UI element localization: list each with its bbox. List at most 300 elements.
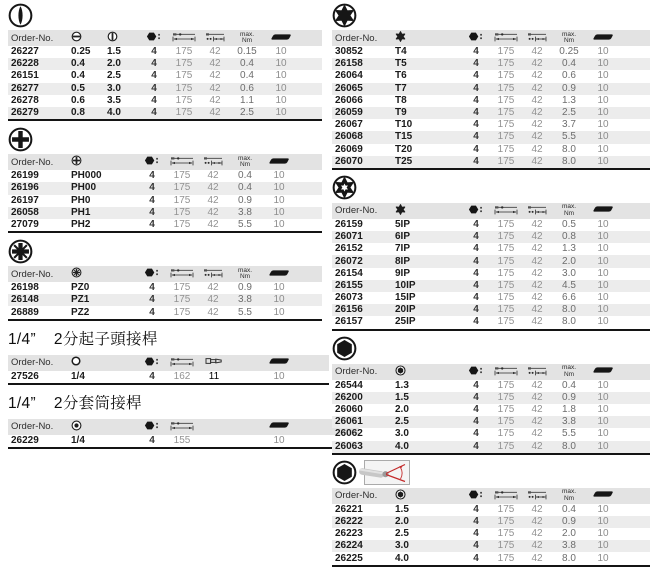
cell-hex: 4 (473, 131, 479, 143)
cell-hex: 4 (473, 279, 479, 291)
cell-len: 175 (173, 206, 191, 218)
cell-tip: 42 (209, 94, 221, 106)
table-row (332, 304, 650, 316)
table-row (8, 294, 322, 306)
cell-nm: 0.6 (562, 70, 576, 82)
cell-size: PZ1 (71, 294, 90, 306)
bit-holder-table (8, 355, 329, 385)
column-header-slot-width-icon (69, 30, 105, 46)
cell-pkg: 10 (597, 292, 609, 304)
header-row (332, 364, 650, 380)
cell-pkg: 10 (273, 306, 285, 318)
cell-pkg: 10 (273, 434, 285, 446)
cell-nm: 0.5 (562, 218, 576, 230)
column-header-hex-shank-icon (463, 30, 489, 46)
length-total-icon (494, 489, 518, 500)
row-spacer (619, 441, 650, 454)
ring-icon (71, 356, 81, 366)
cell-len: 175 (497, 515, 515, 527)
cell-len: 175 (497, 428, 515, 440)
cell-order: 26196 (11, 182, 39, 194)
column-header-length-tip-icon (523, 203, 551, 219)
cell-pkg: 10 (275, 94, 287, 106)
cell-pkg: 10 (597, 379, 609, 391)
cell-hex: 4 (473, 107, 479, 119)
cell-tip: 42 (531, 82, 543, 94)
cell-hex: 4 (149, 182, 155, 194)
row-spacer (295, 207, 322, 219)
table-row (8, 95, 322, 107)
cell-tip: 42 (207, 306, 219, 318)
table-row (332, 58, 650, 70)
cell-len: 175 (175, 46, 193, 58)
cell-order: 26066 (335, 94, 363, 106)
cell-order: 26059 (335, 107, 363, 119)
cell-tip: 42 (207, 218, 219, 230)
length-total-icon (170, 267, 194, 278)
cell-tip: 42 (531, 255, 543, 267)
cell-tip: 42 (531, 218, 543, 230)
row-spacer (619, 119, 650, 131)
cell-nm: 0.4 (562, 379, 576, 391)
row-spacer (295, 219, 322, 232)
cell-size: 3.0 (395, 540, 409, 552)
row-spacer (619, 144, 650, 156)
bit-holder-title (8, 327, 322, 349)
cell-hex: 4 (473, 528, 479, 540)
cell-order: 26277 (11, 82, 39, 94)
cell-nm: 3.8 (238, 294, 252, 306)
cell-tip: 42 (531, 58, 543, 70)
hex-bits-icon-row (332, 336, 650, 362)
cell-nm: 8.0 (562, 316, 576, 328)
column-header-length-total-icon (165, 154, 199, 170)
cell-hex: 4 (473, 267, 479, 279)
header-spacer (619, 488, 650, 504)
cell-size: 1/4 (71, 370, 85, 382)
column-header-order-no-: Order-No. (332, 364, 393, 380)
cell-pkg: 10 (275, 107, 287, 119)
cell-size: 15IP (395, 292, 416, 304)
cell-order: 26229 (11, 434, 39, 446)
ball-hex-bits-icon-row (332, 460, 650, 486)
length-total-icon (494, 204, 518, 215)
hex-shank-icon (468, 365, 484, 376)
cell-nm: 2.5 (562, 107, 576, 119)
column-header-order-no-: Order-No. (8, 30, 69, 46)
cell-tip: 42 (531, 540, 543, 552)
cell-hex: 4 (149, 294, 155, 306)
cell-size: T7 (395, 82, 407, 94)
cell-order: 26154 (335, 267, 363, 279)
column-header-torx-icon (393, 30, 463, 46)
cell-pkg: 10 (597, 540, 609, 552)
cell-size: PH000 (71, 170, 102, 182)
cell-size: 3.0 (395, 428, 409, 440)
cell-nm: 3.0 (562, 267, 576, 279)
cell-size: T4 (395, 46, 407, 58)
table-row (8, 182, 322, 194)
table-row (332, 107, 650, 119)
row-spacer (297, 70, 322, 82)
row-spacer (295, 170, 322, 182)
cell-hex: 4 (473, 218, 479, 230)
cell-nm: 0.4 (240, 58, 254, 70)
cell-nm: 8.0 (562, 552, 576, 564)
cell-pkg: 10 (273, 206, 285, 218)
table-row (332, 243, 650, 255)
row-spacer (619, 46, 650, 58)
cell-size: 2.5 (395, 416, 409, 428)
cell-tip: 42 (531, 279, 543, 291)
cell-size: 0.5 (71, 82, 85, 94)
row-spacer (619, 292, 650, 304)
cell-tip: 42 (531, 379, 543, 391)
cell-tip: 42 (531, 131, 543, 143)
table-row (332, 528, 650, 540)
column-header-ring-icon (69, 355, 139, 371)
cell-len: 175 (497, 503, 515, 515)
length-tip-icon (203, 155, 223, 166)
cell-tip: 42 (531, 155, 543, 167)
row-spacer (295, 182, 322, 194)
cell-pkg: 10 (597, 58, 609, 70)
phillips-bits-icon-row (8, 126, 322, 152)
cell-nm: 3.8 (238, 206, 252, 218)
package-icon (590, 490, 616, 498)
cell-order: 26061 (335, 416, 363, 428)
cell-size2: 2.0 (107, 58, 121, 70)
row-spacer (619, 504, 650, 516)
hex-shank-icon (468, 489, 484, 500)
cell-tip: 42 (531, 428, 543, 440)
column-header-package-icon (587, 30, 619, 46)
cell-order: 26063 (335, 440, 363, 452)
table-row (332, 380, 650, 392)
column-header-hex-shank-icon (139, 355, 165, 371)
cell-pkg: 10 (597, 428, 609, 440)
ball-hex-photo-icon (364, 460, 410, 485)
cell-hex: 4 (151, 94, 157, 106)
cell-nm: 0.9 (562, 391, 576, 403)
cell-size: 0.6 (71, 94, 85, 106)
torx-ip-bits-section (332, 175, 650, 331)
cell-order: 27079 (11, 218, 39, 230)
hex-shank-icon (144, 155, 160, 166)
row-spacer (297, 107, 322, 120)
cell-pkg: 10 (273, 370, 285, 382)
cell-hex: 4 (473, 552, 479, 564)
column-header-max-nm (227, 154, 263, 170)
pozidriv-bit-icon (8, 239, 33, 264)
cell-len: 175 (173, 282, 191, 294)
cell-hex: 4 (473, 94, 479, 106)
ball-hex-bits-table (332, 488, 650, 567)
cell-len: 175 (497, 416, 515, 428)
cell-len: 175 (497, 119, 515, 131)
cell-pkg: 10 (597, 46, 609, 58)
row-spacer (619, 528, 650, 540)
cell-order: 26544 (335, 379, 363, 391)
length-total-icon (170, 420, 194, 431)
cell-nm: 3.8 (562, 540, 576, 552)
cell-tip: 42 (209, 58, 221, 70)
cell-nm: 0.4 (240, 70, 254, 82)
cell-size2: 1.5 (107, 46, 121, 58)
cell-nm: 4.5 (562, 279, 576, 291)
cell-len: 175 (173, 194, 191, 206)
cell-pkg: 10 (275, 46, 287, 58)
table-row (332, 552, 650, 565)
cell-tip: 42 (531, 440, 543, 452)
cell-size2: 3.0 (107, 82, 121, 94)
cell-order: 26155 (335, 279, 363, 291)
header-row (8, 419, 359, 435)
torx-bits-table (332, 30, 650, 170)
cell-size: PZ0 (71, 282, 90, 294)
row-spacer (619, 156, 650, 169)
cell-nm: 8.0 (562, 155, 576, 167)
cell-pkg: 10 (597, 70, 609, 82)
hex-shank-icon (468, 204, 484, 215)
cell-hex: 4 (473, 416, 479, 428)
hex-shank-icon (144, 267, 160, 278)
length-tip-icon (203, 267, 223, 278)
column-header-hex-size-icon (393, 364, 463, 380)
table-row (332, 46, 650, 58)
cell-len: 175 (497, 107, 515, 119)
column-header-length-tip-icon (523, 488, 551, 504)
cell-size: 0.4 (71, 70, 85, 82)
cell-hex: 4 (473, 255, 479, 267)
length-tip-icon (527, 31, 547, 42)
cell-size: 5IP (395, 218, 411, 230)
cell-nm: 2.0 (562, 528, 576, 540)
cell-hex: 4 (151, 70, 157, 82)
ball-hex-bits-section (332, 460, 650, 567)
cell-hex: 4 (473, 304, 479, 316)
table-row (332, 504, 650, 516)
header-row (8, 30, 322, 46)
cell-hex: 4 (473, 155, 479, 167)
cell-nm: 6.6 (562, 292, 576, 304)
header-spacer (619, 364, 650, 380)
cell-pkg: 10 (275, 70, 287, 82)
torx-ip-bits-table (332, 203, 650, 331)
cell-pkg: 10 (273, 282, 285, 294)
cell-pkg: 10 (597, 255, 609, 267)
pozidriv-bits-icon-row (8, 238, 322, 264)
cell-tip: 42 (531, 143, 543, 155)
cell-order: 26159 (335, 218, 363, 230)
cell-tip: 42 (209, 70, 221, 82)
cell-hex: 4 (473, 58, 479, 70)
length-total-icon (494, 31, 518, 42)
row-spacer (619, 131, 650, 143)
column-header-order-no-: Order-No. (332, 30, 393, 46)
row-spacer (619, 231, 650, 243)
cell-len: 175 (175, 82, 193, 94)
row-spacer (297, 83, 322, 95)
table-row (8, 371, 329, 384)
socket-adapter-table (8, 419, 359, 449)
max-nm-label: max. Nm (561, 364, 577, 378)
cell-tip: 42 (531, 528, 543, 540)
table-row (332, 231, 650, 243)
column-header-bit-icon (199, 355, 229, 371)
column-header-package-icon (587, 364, 619, 380)
cell-len: 175 (497, 243, 515, 255)
max-nm-label: max. Nm (561, 488, 577, 502)
table-row (332, 255, 650, 267)
hex-bit-icon (332, 336, 357, 361)
torx-bits-section (332, 2, 650, 170)
column-header-max-nm (551, 488, 587, 504)
column-header-torx-icon (393, 203, 463, 219)
hex-bit-icon (332, 460, 357, 485)
cell-len: 175 (175, 107, 193, 119)
cell-size: 6IP (395, 231, 411, 243)
cell-tip: 42 (531, 552, 543, 564)
cell-len: 175 (497, 552, 515, 564)
cell-len: 175 (497, 279, 515, 291)
slot-blade-icon (107, 31, 118, 42)
cell-nm: 2.5 (240, 107, 254, 119)
package-icon (590, 33, 616, 41)
left-column (8, 2, 322, 454)
table-row (8, 219, 322, 232)
cell-tip: 42 (209, 107, 221, 119)
cell-pkg: 10 (597, 107, 609, 119)
cell-nm: 3.7 (562, 119, 576, 131)
cell-len: 175 (497, 46, 515, 58)
cell-hex: 4 (473, 503, 479, 515)
cell-nm: 0.4 (562, 58, 576, 70)
table-row (8, 107, 322, 120)
column-header-package-icon (265, 30, 297, 46)
cell-hex: 4 (151, 46, 157, 58)
row-spacer (619, 416, 650, 428)
cell-size: 0.8 (71, 107, 85, 119)
cell-tip: 42 (531, 503, 543, 515)
cell-pkg: 10 (597, 503, 609, 515)
row-spacer (619, 243, 650, 255)
header-spacer (297, 30, 322, 46)
cell-len: 175 (173, 294, 191, 306)
column-header-order-no-: Order-No. (332, 203, 393, 219)
cell-nm: 3.8 (562, 416, 576, 428)
cell-order: 26073 (335, 292, 363, 304)
cell-size: 10IP (395, 279, 416, 291)
cell-hex: 4 (151, 107, 157, 119)
table-row (8, 195, 322, 207)
cell-pkg: 10 (597, 304, 609, 316)
column-header-order-no-: Order-No. (8, 266, 69, 282)
length-tip-icon (527, 204, 547, 215)
cell-order: 26069 (335, 143, 363, 155)
header-row (332, 30, 650, 46)
cell-nm: 0.9 (238, 194, 252, 206)
header-spacer (295, 266, 322, 282)
cell-len: 175 (497, 70, 515, 82)
max-nm-label: max. Nm (561, 30, 577, 44)
cell-pkg: 10 (597, 94, 609, 106)
cell-len: 175 (497, 528, 515, 540)
column-header-length-total-icon (165, 266, 199, 282)
row-spacer (619, 316, 650, 329)
table-row (332, 292, 650, 304)
row-spacer (295, 282, 322, 294)
row-spacer (619, 540, 650, 552)
column-header-length-total-icon (165, 355, 199, 371)
cell-size: 20IP (395, 304, 416, 316)
package-icon (268, 33, 294, 41)
cell-order: 26148 (11, 294, 39, 306)
row-spacer (619, 404, 650, 416)
cell-nm: 1.3 (562, 243, 576, 255)
cell-len: 155 (173, 434, 191, 446)
cell-size: 0.4 (71, 58, 85, 70)
header-row (8, 355, 329, 371)
cell-nm: 0.9 (238, 282, 252, 294)
cell-len: 175 (497, 155, 515, 167)
slotted-bits-table (8, 30, 322, 121)
cell-order: 26222 (335, 515, 363, 527)
cell-nm: 1.1 (240, 94, 254, 106)
socket-icon (71, 420, 82, 431)
table-row (8, 46, 322, 58)
torx-ip-bit-icon (332, 175, 357, 200)
table-row (8, 282, 322, 294)
length-total-icon (172, 31, 196, 42)
max-nm-label: max. Nm (239, 30, 255, 44)
length-tip-icon (527, 365, 547, 376)
cell-len: 175 (175, 94, 193, 106)
cell-len: 175 (173, 170, 191, 182)
table-row (332, 95, 650, 107)
table-row (332, 219, 650, 231)
cell-size: T5 (395, 58, 407, 70)
title-text: 2分起子頭接桿 (53, 330, 158, 348)
cell-nm: 5.5 (238, 306, 252, 318)
cell-order: 26157 (335, 316, 363, 328)
cell-pkg: 10 (597, 316, 609, 328)
cell-tip: 42 (531, 316, 543, 328)
cell-nm: 8.0 (562, 143, 576, 155)
cell-tip: 42 (531, 267, 543, 279)
cell-len: 175 (173, 182, 191, 194)
cell-size: T25 (395, 155, 413, 167)
slotted-bits-icon-row (8, 2, 322, 28)
cell-hex: 4 (149, 218, 155, 230)
column-header-order-no-: Order-No. (332, 488, 393, 504)
table-row (332, 70, 650, 82)
column-header-hex-shank-icon (139, 266, 165, 282)
max-nm-label: max. Nm (561, 203, 577, 217)
cell-nm: 0.4 (562, 503, 576, 515)
row-spacer (619, 304, 650, 316)
column-header-slot-blade-icon (105, 30, 141, 46)
table-row (8, 70, 322, 82)
cell-hex: 4 (149, 434, 155, 446)
row-spacer (619, 268, 650, 280)
column-header-length-tip-icon (523, 30, 551, 46)
table-row (332, 119, 650, 131)
column-header-socket-icon (69, 419, 139, 435)
cell-order: 26228 (11, 58, 39, 70)
cell-hex: 4 (151, 58, 157, 70)
cell-pkg: 10 (597, 416, 609, 428)
